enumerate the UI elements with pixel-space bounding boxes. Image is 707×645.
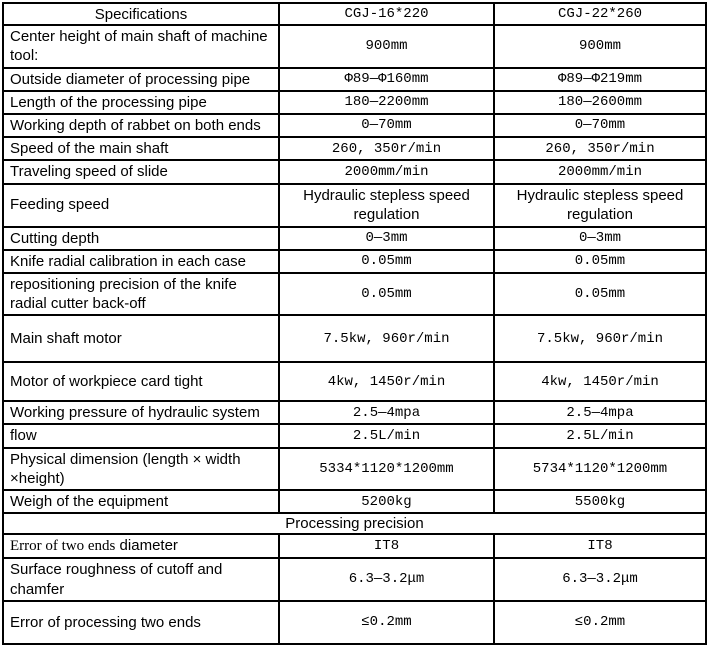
table-row	[3, 91, 706, 114]
precision-label-cell: Error of processing two ends	[3, 601, 279, 644]
section-title-cell: Processing precision	[3, 513, 706, 534]
spec-label-cell: Main shaft motor	[3, 315, 279, 362]
spec-value-cell: 2.5—4mpa	[279, 401, 494, 424]
spec-value-cell: 5200kg	[279, 490, 494, 513]
table-row	[3, 534, 706, 558]
table-row	[3, 160, 706, 183]
table-row	[3, 448, 706, 490]
table-row	[3, 424, 706, 447]
spec-value-cell: 5334*1120*1200mm	[279, 448, 494, 490]
spec-value-cell: Φ89—Φ219mm	[494, 68, 706, 91]
table-row	[3, 250, 706, 273]
precision-label-cell: Surface roughness of cutoff and chamfer	[3, 558, 279, 600]
spec-label-cell: Physical dimension (length × width ×height)	[3, 448, 279, 490]
spec-value-cell: 0.05mm	[279, 273, 494, 315]
precision-value-cell: 6.3—3.2μm	[494, 558, 706, 600]
precision-value-cell: ≤0.2mm	[279, 601, 494, 644]
table-row	[3, 68, 706, 91]
section-row	[3, 513, 706, 534]
table-row	[3, 273, 706, 315]
table-row	[3, 401, 706, 424]
spec-label-cell: repositioning precision of the knife radial cutter back-off	[3, 273, 279, 315]
table-row	[3, 137, 706, 160]
spec-label-cell: Working pressure of hydraulic system	[3, 401, 279, 424]
spec-value-cell: 260, 350r/min	[494, 137, 706, 160]
precision-value-cell: 6.3—3.2μm	[279, 558, 494, 600]
spec-label-cell: Knife radial calibration in each case	[3, 250, 279, 273]
spec-value-cell: 0—70mm	[279, 114, 494, 137]
spec-value-cell: 2.5—4mpa	[494, 401, 706, 424]
table-row	[3, 601, 706, 644]
header-model1-cell: CGJ-16*220	[279, 3, 494, 25]
spec-value-cell: 0—3mm	[279, 227, 494, 250]
spec-label-cell: Center height of main shaft of machine tool:	[3, 25, 279, 67]
label-part-sans: diameter	[115, 537, 178, 555]
spec-label-cell: Speed of the main shaft	[3, 137, 279, 160]
spec-label-cell: Working depth of rabbet on both ends	[3, 114, 279, 137]
spec-label-cell: Weigh of the equipment	[3, 490, 279, 513]
table-row	[3, 362, 706, 401]
label-part-serif: Error of two ends	[10, 538, 116, 555]
spec-value-cell: 900mm	[494, 25, 706, 67]
table-row	[3, 490, 706, 513]
spec-value-cell: 5734*1120*1200mm	[494, 448, 706, 490]
header-row	[3, 3, 706, 25]
spec-value-cell: 4kw, 1450r/min	[279, 362, 494, 401]
spec-value-cell: 7.5kw, 960r/min	[279, 315, 494, 362]
spec-value-cell: 180—2600mm	[494, 91, 706, 114]
table-row	[3, 558, 706, 600]
spec-label-cell: Traveling speed of slide	[3, 160, 279, 183]
spec-label-cell: flow	[3, 424, 279, 447]
precision-value-cell: IT8	[279, 534, 494, 558]
table-row	[3, 227, 706, 250]
spec-value-cell: 2.5L/min	[494, 424, 706, 447]
header-specifications-cell: Specifications	[3, 3, 279, 25]
table-row	[3, 184, 706, 227]
spec-label-cell: Outside diameter of processing pipe	[3, 68, 279, 91]
spec-label-cell: Length of the processing pipe	[3, 91, 279, 114]
spec-value-cell: Φ89—Φ160mm	[279, 68, 494, 91]
spec-value-cell: 2.5L/min	[279, 424, 494, 447]
precision-label-cell	[3, 534, 279, 558]
spec-value-cell: Hydraulic stepless speed regulation	[494, 184, 706, 227]
spec-value-cell: 2000mm/min	[279, 160, 494, 183]
spec-value-cell: 7.5kw, 960r/min	[494, 315, 706, 362]
table-row	[3, 315, 706, 362]
spec-value-cell: Hydraulic stepless speed regulation	[279, 184, 494, 227]
spec-value-cell: 2000mm/min	[494, 160, 706, 183]
table-row	[3, 25, 706, 67]
spec-value-cell: 0.05mm	[494, 273, 706, 315]
spec-value-cell: 900mm	[279, 25, 494, 67]
spec-value-cell: 0—3mm	[494, 227, 706, 250]
specifications-table	[2, 2, 707, 645]
table-row	[3, 114, 706, 137]
spec-label-cell: Cutting depth	[3, 227, 279, 250]
spec-value-cell: 180—2200mm	[279, 91, 494, 114]
spec-label-cell: Motor of workpiece card tight	[3, 362, 279, 401]
spec-value-cell: 5500kg	[494, 490, 706, 513]
spec-label-cell: Feeding speed	[3, 184, 279, 227]
precision-value-cell: IT8	[494, 534, 706, 558]
spec-value-cell: 0.05mm	[494, 250, 706, 273]
spec-value-cell: 0.05mm	[279, 250, 494, 273]
spec-value-cell: 260, 350r/min	[279, 137, 494, 160]
header-model2-cell: CGJ-22*260	[494, 3, 706, 25]
spec-value-cell: 4kw, 1450r/min	[494, 362, 706, 401]
spec-value-cell: 0—70mm	[494, 114, 706, 137]
precision-value-cell: ≤0.2mm	[494, 601, 706, 644]
